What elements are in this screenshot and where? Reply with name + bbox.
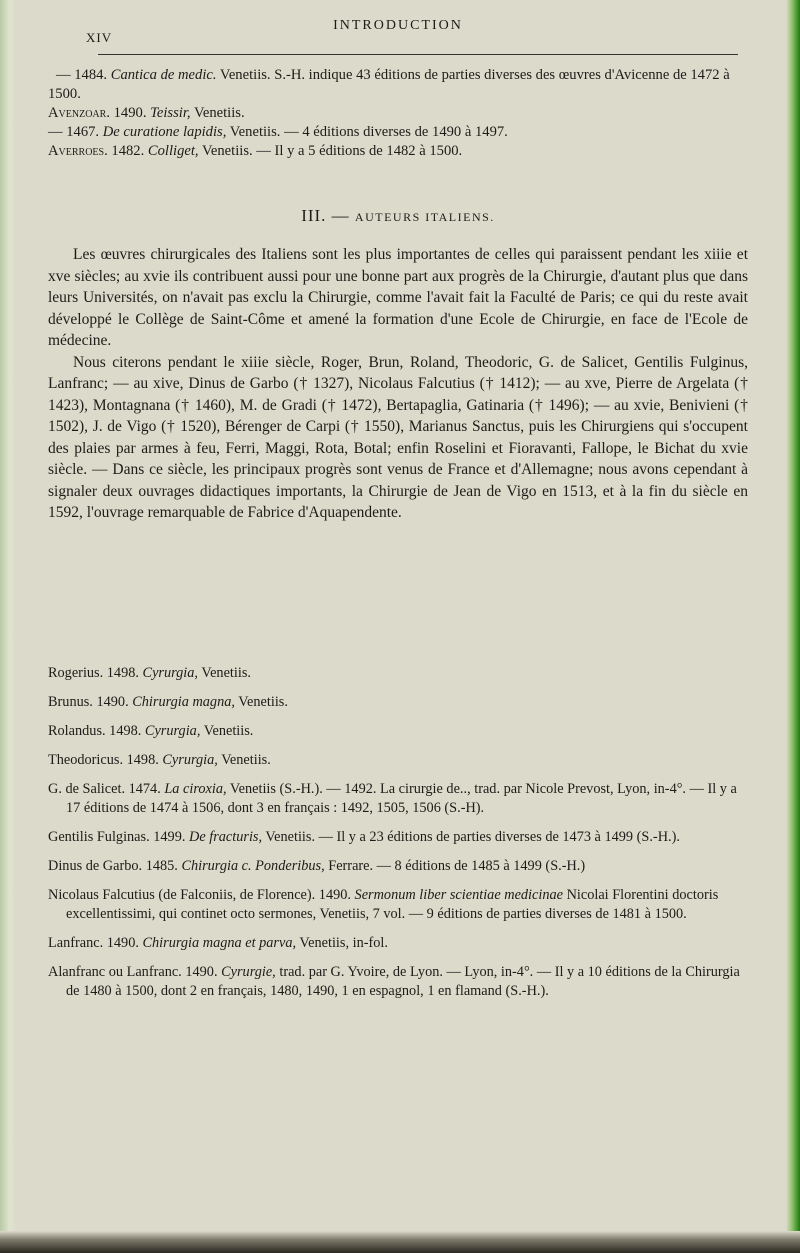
entry-title: Cantica de medic. xyxy=(110,67,217,83)
page-header xyxy=(48,18,748,46)
list-item xyxy=(48,722,748,741)
entry-title: Colliget, xyxy=(147,143,199,159)
section-title: AUTEURS ITALIENS. xyxy=(354,210,495,224)
list-item xyxy=(48,886,748,924)
entry-title: De fracturis, xyxy=(189,829,263,845)
entry-year: (de Falconiis, de Florence). 1490. xyxy=(158,887,351,903)
entry-year: 1485. xyxy=(145,858,178,874)
entry-year: 1498. xyxy=(106,665,139,681)
list-item xyxy=(48,104,748,123)
entry-text: Venetiis. — Il y a 5 éditions de 1482 à 1500. xyxy=(201,143,463,159)
entry-author: Averroes. xyxy=(48,143,108,159)
entry-title: Cyrurgia, xyxy=(142,665,199,681)
header-rule xyxy=(98,54,738,55)
list-item xyxy=(48,142,748,161)
entry-year: 1482. xyxy=(111,143,145,159)
list-item xyxy=(48,66,748,104)
entry-title: De curatione lapidis, xyxy=(102,124,227,140)
section-dash: — xyxy=(331,206,350,225)
entry-title: Cyrurgia, xyxy=(144,723,201,739)
section-heading xyxy=(48,206,748,226)
list-item xyxy=(48,828,748,847)
entry-author: Rolandus. xyxy=(48,723,106,739)
list-item xyxy=(48,693,748,712)
entry-title: Chirurgia magna, xyxy=(132,694,235,710)
list-item xyxy=(48,751,748,770)
entry-year: — 1484. xyxy=(56,67,108,83)
entry-year: — 1467. xyxy=(48,124,100,140)
entry-text: Venetiis. — 4 éditions diverses de 1490 à 1497. xyxy=(229,124,508,140)
entry-year: 1490. xyxy=(185,964,218,980)
entry-author: G. de Salicet. xyxy=(48,781,126,797)
entry-title: Chirurgia magna et parva, xyxy=(142,935,297,951)
entry-year: 1498. xyxy=(126,752,159,768)
entry-year: 1490. xyxy=(113,105,147,121)
entry-text: Nicolai Florentini doctoris excellentissimi, qui continet octo sermones, Venetiis, 7 vol. — 9 éditions de parties diverses de 1481 à 1500. xyxy=(66,887,719,922)
entry-text: Venetiis. — Il y a 23 éditions de parties diverses de 1473 à 1499 (S.-H.). xyxy=(265,829,680,845)
entry-author: Alanfranc ou Lanfranc. xyxy=(48,964,182,980)
entry-text: Venetiis. xyxy=(193,105,245,121)
entry-title: Cyrurgie, xyxy=(221,964,276,980)
entry-year: 1498. xyxy=(109,723,142,739)
entry-title: Sermonum liber scientiae medicinae xyxy=(354,887,563,903)
entry-title: Cyrurgia, xyxy=(162,752,218,768)
entry-author: Dinus de Garbo. xyxy=(48,858,143,874)
entry-author: Avenzoar. xyxy=(48,105,110,121)
list-item xyxy=(48,780,748,818)
paragraph: Nous citerons pendant le xiiie siècle, Roger, Brun, Roland, Theodoric, G. de Salicet, Gentilis Fulginus, Lanfranc; — au xive, Dinus de Garbo († 1327), Nicolaus Falcutius († 1412); — au xve, Pierre de Argelata († 1423), Montagnana († 1460), M. de Gradi († 1472), Bertapaglia, Gatinaria († 1496); — au xvie, Benivieni († 1502), J. de Vigo († 1520), Bérenger de Carpi († 1550), Marianus Sanctus, puis les Chirurgiens qui s'occupent des plaies par armes à feu, Ferri, Maggi, Rota, Botal; enfin Roselini et Fioravanti, Fallope, le Bichat du xvie siècle. — Dans ce siècle, les principaux progrès sont venus de France et d'Allemagne; nous avons cependant à signaler deux ouvrages didactiques importants, la Chirurgie de Jean de Vigo en 1513, et à la fin du siècle en 1592, l'ouvrage remarquable de Fabrice d'Aquapendente. xyxy=(48,353,748,521)
entry-text: Ferrare. — 8 éditions de 1485 à 1499 (S.-H.) xyxy=(328,858,586,874)
body-text xyxy=(48,244,748,524)
entry-author: Rogerius. xyxy=(48,665,104,681)
entry-text: Venetiis. S.-H. indique 43 éditions de parties diverses des œuvres d'Avicenne de 1472 à 1500. xyxy=(48,67,730,102)
entry-text: Venetiis, in-fol. xyxy=(299,935,388,951)
page-number: XIV xyxy=(86,30,113,45)
list-item xyxy=(48,664,748,683)
scan-left-edge xyxy=(0,0,16,1253)
entry-author: Gentilis Fulginas. xyxy=(48,829,150,845)
entry-author: Theodoricus. xyxy=(48,752,124,768)
arab-authors-list xyxy=(48,66,748,161)
list-item xyxy=(48,963,748,1001)
entry-text: Venetiis. xyxy=(238,694,288,710)
entry-year: 1490. xyxy=(96,694,129,710)
entry-year: 1474. xyxy=(128,781,161,797)
entry-title: Teissir, xyxy=(150,105,191,121)
bibliography-list xyxy=(48,664,748,1011)
scan-bottom-edge xyxy=(0,1231,800,1253)
entry-text: Venetiis. xyxy=(221,752,271,768)
list-item xyxy=(48,857,748,876)
entry-title: La ciroxia, xyxy=(164,781,227,797)
book-page xyxy=(48,18,748,999)
entry-author: Brunus. xyxy=(48,694,93,710)
entry-text: Venetiis. xyxy=(203,723,254,739)
section-number: III. xyxy=(301,206,327,225)
paragraph: Les œuvres chirurgicales des Italiens sont les plus importantes de celles qui paraissent pendant les xiiie et xve siècles; au xvie ils contribuent aussi pour une bonne part aux progrès de la Chirurgie, d'autant plus que dans leurs Universités, on n'avait pas exclu la Chirurgie, comme l'avait fait la Faculté de Paris; ce qui du reste avait développé le Collège de Saint-Côme et amené la formation d'une Ecole de Chirurgie, en face de l'Ecole de médecine. xyxy=(48,246,748,349)
entry-text: Venetiis. xyxy=(201,665,251,681)
entry-author: Nicolaus Falcutius xyxy=(48,887,155,903)
running-title: INTRODUCTION xyxy=(333,18,463,33)
entry-title: Chirurgia c. Ponderibus, xyxy=(181,858,325,874)
entry-text: trad. par G. Yvoire, de Lyon. — Lyon, in-4°. — Il y a 10 éditions de la Chirurgia de 1480 à 1500, dont 2 en français, 1480, 1490, 1 en espagnol, 1 en flamand (S.-H.). xyxy=(66,964,740,999)
entry-year: 1499. xyxy=(153,829,186,845)
list-item xyxy=(48,934,748,953)
entry-year: 1490. xyxy=(106,935,139,951)
entry-text: Venetiis (S.-H.). — 1492. La cirurgie de.., trad. par Nicole Prevost, Lyon, in-4°. — Il y a 17 éditions de 1474 à 1506, dont 3 en français : 1492, 1505, 1506 (S.-H). xyxy=(66,781,737,816)
scan-right-edge xyxy=(786,0,800,1253)
entry-author: Lanfranc. xyxy=(48,935,104,951)
list-item xyxy=(48,123,748,142)
